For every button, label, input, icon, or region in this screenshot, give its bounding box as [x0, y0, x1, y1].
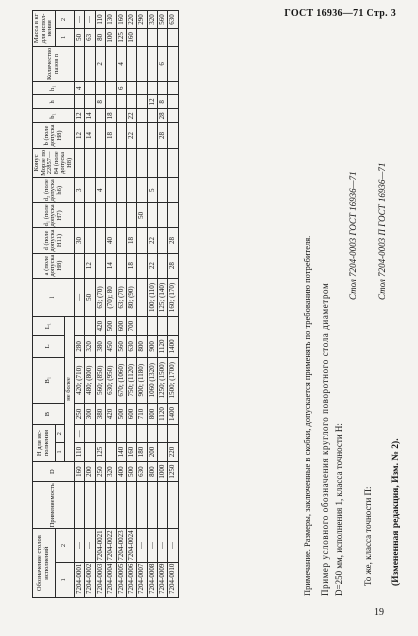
cell-n: [168, 46, 178, 81]
cell-L: 1400: [168, 336, 178, 358]
cell-m1: 63: [85, 28, 95, 46]
cell-H2: [85, 425, 95, 443]
cell-D: 320: [106, 461, 116, 481]
th-L1: L₁: [33, 317, 65, 336]
cell-D: 1000: [157, 461, 167, 481]
cell-b: [116, 123, 126, 148]
cell-B: 250: [75, 403, 85, 425]
cell-applicability: [168, 482, 178, 529]
cell-a: [137, 253, 147, 278]
cell-B: 380: [95, 403, 105, 425]
th-d: d (поле допуска H11): [33, 228, 75, 253]
th-h1: h₁: [33, 82, 75, 95]
table-row: [106, 11, 116, 598]
cell-B1: 630; (950): [106, 357, 116, 403]
th-H2: 2: [55, 425, 65, 443]
cell-D: 200: [85, 461, 95, 481]
cell-b1: [137, 109, 147, 123]
table-row: [95, 11, 105, 598]
cell-n: 4: [116, 46, 126, 81]
cell-a: 14: [106, 253, 116, 278]
cell-d: 22: [147, 228, 157, 253]
cell-H2: —: [75, 425, 85, 443]
cell-b: 22: [126, 123, 136, 148]
cell-b: [147, 123, 157, 148]
cell-n: [126, 46, 136, 81]
cell-d2: [116, 178, 126, 203]
table-row: [75, 11, 85, 598]
th-L: L: [33, 336, 65, 358]
cell-b1: 28: [157, 109, 167, 123]
cell-B: 800: [147, 403, 157, 425]
cell-H2: [168, 425, 178, 443]
cell-L1: [147, 317, 157, 336]
cell-H2: [106, 425, 116, 443]
cell-h1: [147, 82, 157, 95]
th-col2: 2: [55, 529, 75, 562]
cell-cone: [168, 148, 178, 178]
cell-D: 800: [147, 461, 157, 481]
cell-b1: 18: [106, 109, 116, 123]
cell-m2: 560: [157, 11, 167, 29]
cell-m1: [137, 28, 147, 46]
cell-m1: [157, 28, 167, 46]
cell-H2: [137, 425, 147, 443]
page-header: ГОСТ 16936—71 Стр. 3: [284, 8, 396, 19]
cell-m2: 220: [126, 11, 136, 29]
cell-n: 6: [157, 46, 167, 81]
th-B1: B₁: [33, 357, 65, 403]
cell-L1: 420: [95, 317, 105, 336]
cell-l: 160; (170): [168, 278, 178, 316]
cell-d: [157, 228, 167, 253]
cell-applicability: [75, 482, 85, 529]
cell-d1: [75, 203, 85, 228]
cell-applicability: [106, 482, 116, 529]
cell-designation-2: 7204-0024: [126, 530, 135, 561]
cell-H1: [85, 443, 95, 462]
cell-d: [137, 228, 147, 253]
cell-m1: 50: [75, 28, 85, 46]
cell-L: 280: [75, 336, 85, 358]
cell-L: 630: [126, 336, 136, 358]
cell-b: [95, 123, 105, 148]
cell-H1: [106, 443, 116, 462]
cell-m1: 160: [126, 28, 136, 46]
cell-L: 900: [147, 336, 157, 358]
cell-d: [85, 228, 95, 253]
cell-applicability: [126, 482, 136, 529]
cell-d2: [168, 178, 178, 203]
cell-H2: [95, 425, 105, 443]
cell-designation-1: 7204-0006: [126, 562, 136, 597]
cell-m2: —: [75, 11, 85, 29]
th-mass-2: 2: [55, 11, 75, 29]
th-col1: 1: [55, 562, 75, 597]
cell-d1: 50: [137, 203, 147, 228]
cell-L1: [137, 317, 147, 336]
cell-l: (70); 80: [106, 278, 116, 316]
cell-L: 1120: [157, 336, 167, 358]
cell-cone: [85, 148, 95, 178]
cell-h: [126, 95, 136, 109]
cell-H1: 140: [116, 443, 126, 462]
cell-cone: [75, 148, 85, 178]
cell-d2: 3: [75, 178, 85, 203]
cell-l: [137, 278, 147, 316]
th-B: B: [33, 403, 65, 425]
cell-d1: [95, 203, 105, 228]
cell-L1: [157, 317, 167, 336]
cell-designation-1: 7204-0008: [147, 562, 157, 597]
cell-l: 125; (140): [157, 278, 167, 316]
cell-D: 1250: [168, 461, 178, 481]
cell-m2: 290: [137, 11, 147, 29]
cell-h: 8: [95, 95, 105, 109]
cell-a: [116, 253, 126, 278]
cell-B: 600: [126, 403, 136, 425]
cell-applicability: [137, 482, 147, 529]
cell-designation-2: —: [168, 529, 178, 562]
cell-b1: [116, 109, 126, 123]
cell-H2: [116, 425, 126, 443]
cell-applicability: [147, 482, 157, 529]
cell-B1: 480; (800): [85, 357, 95, 403]
cell-B1: 1060 (1320): [147, 357, 157, 403]
th-d1: d₁ (поле допуска H7): [33, 203, 75, 228]
cell-l: 80; (90): [126, 278, 136, 316]
cell-designation-2: 7204-0022: [106, 530, 115, 561]
cell-d: [116, 228, 126, 253]
cell-D: 400: [116, 461, 126, 481]
cell-h1: [126, 82, 136, 95]
cell-h: [75, 95, 85, 109]
cell-L1: 600: [116, 317, 126, 336]
cell-l: 100; (110): [147, 278, 157, 316]
cell-h1: [157, 82, 167, 95]
spec-table: [32, 10, 179, 598]
cell-cone: [126, 148, 136, 178]
cell-b1: [168, 109, 178, 123]
rotated-content: [30, 10, 410, 600]
table-row: [147, 11, 157, 598]
cell-d1: [85, 203, 95, 228]
cell-L: 380: [95, 336, 105, 358]
cell-designation-1: 7204-0007: [137, 562, 147, 597]
cell-designation-1: 7204-0010: [168, 562, 178, 597]
cell-d: [95, 228, 105, 253]
cell-H2: [126, 425, 136, 443]
cell-n: 2: [95, 46, 105, 81]
cell-designation-2: —: [75, 529, 85, 562]
cell-m1: 80: [95, 28, 105, 46]
cell-designation-2: —: [157, 529, 167, 562]
cell-d2: [126, 178, 136, 203]
cell-m2: 320: [147, 11, 157, 29]
table-row: [85, 11, 95, 598]
cell-a: [95, 253, 105, 278]
cell-D: 630: [137, 461, 147, 481]
cell-b: 14: [85, 123, 95, 148]
cell-h: [106, 95, 116, 109]
cell-d1: [168, 203, 178, 228]
designation-example-1: Стол 7204-0003 ГОСТ 16936—71: [348, 171, 358, 300]
cell-L1: 500: [106, 317, 116, 336]
table-row: [126, 11, 136, 598]
cell-d1: [106, 203, 116, 228]
cell-designation-1: 7204-0001: [75, 562, 85, 597]
cell-H1: 110: [75, 443, 85, 462]
table-row: [168, 11, 178, 598]
cell-B: 1120: [157, 403, 167, 425]
cell-L1: [75, 317, 85, 336]
cell-cone: [137, 148, 147, 178]
table-row: [116, 11, 126, 598]
cell-h: 12: [147, 95, 157, 109]
cell-a: 18: [126, 253, 136, 278]
cell-L: 450: [106, 336, 116, 358]
cell-n: [106, 46, 116, 81]
cell-m2: 130: [106, 11, 116, 29]
cell-h: [85, 95, 95, 109]
cell-b: 28: [157, 123, 167, 148]
cell-h: 8: [157, 95, 167, 109]
cell-h1: 6: [116, 82, 126, 95]
cell-a: [75, 253, 85, 278]
cell-B1: 1250; (1500): [157, 357, 167, 403]
cell-m2: 110: [95, 11, 105, 29]
cell-D: 160: [75, 461, 85, 481]
cell-d: 30: [75, 228, 85, 253]
cell-b1: 12: [75, 109, 85, 123]
cell-m2: 160: [116, 11, 126, 29]
cell-l: —: [75, 278, 85, 316]
cell-B: 710: [137, 403, 147, 425]
cell-designation-2: 7204-0023: [116, 530, 125, 561]
table-note: Примечание. Размеры, заключенные в скобки, допускается применять по требованию потребителя.: [302, 235, 312, 596]
cell-H2: [157, 425, 167, 443]
th-D: D: [33, 461, 75, 481]
cell-n: [85, 46, 95, 81]
cell-b1: 14: [85, 109, 95, 123]
cell-h: [137, 95, 147, 109]
cell-H1: 220: [168, 443, 178, 462]
cell-a: [157, 253, 167, 278]
th-d2: d₂ (поле допуска h6): [33, 178, 75, 203]
cell-designation-2: —: [147, 529, 157, 562]
cell-d: 28: [168, 228, 178, 253]
th-b1: b₁: [33, 109, 75, 123]
cell-m1: [147, 28, 157, 46]
cell-l: 63; (70): [116, 278, 126, 316]
cell-designation-2: —: [85, 529, 95, 562]
th-designation: Обозначение столов исполнений: [33, 529, 56, 598]
cell-d2: [106, 178, 116, 203]
cell-b1: 22: [126, 109, 136, 123]
same-class-text: То же, класса точности П:: [363, 486, 373, 586]
th-slots: Количество пазов n: [33, 46, 75, 81]
cell-L1: [85, 317, 95, 336]
cell-a: 12: [85, 253, 95, 278]
cell-cone: [147, 148, 157, 178]
cell-b: 18: [106, 123, 116, 148]
cell-a: 28: [168, 253, 178, 278]
cell-applicability: [116, 482, 126, 529]
cell-L1: 700: [126, 317, 136, 336]
cell-designation-1: 7204-0009: [157, 562, 167, 597]
th-b: b (поле допуска H8): [33, 123, 75, 148]
cell-L: 800: [137, 336, 147, 358]
th-mass: Масса в кг для испол-нения: [33, 11, 56, 47]
cell-B1: 670; (1060): [116, 357, 126, 403]
cell-h1: [106, 82, 116, 95]
cell-applicability: [85, 482, 95, 529]
cell-d2: [137, 178, 147, 203]
cell-m2: 630: [168, 11, 178, 29]
cell-cone: [157, 148, 167, 178]
cell-h1: [85, 82, 95, 95]
th-applicability: Применяемость: [33, 482, 75, 529]
th-h: h: [33, 95, 75, 109]
cell-L: 560: [116, 336, 126, 358]
designation-example-2: Стол 7204-0003 П ГОСТ 16936—71: [377, 162, 387, 300]
th-mass-1: 1: [55, 28, 75, 46]
cell-designation-1: 7204-0004: [106, 562, 116, 597]
cell-l: 63; (70): [95, 278, 105, 316]
cell-L: 320: [85, 336, 95, 358]
cell-B: 1400: [168, 403, 178, 425]
cell-n: [75, 46, 85, 81]
cell-n: [147, 46, 157, 81]
cell-cone: [106, 148, 116, 178]
cell-designation-1: 7204-0002: [85, 562, 95, 597]
example-title: Пример условного обозначения круглого поворотного стола диаметром: [320, 282, 330, 596]
cell-B1: 560; (850): [95, 357, 105, 403]
cell-b1: [147, 109, 157, 123]
th-cone: Конус Морзе по 22857—84 (поле допуска H8): [33, 148, 75, 178]
cell-D: 250: [95, 461, 105, 481]
cell-designation-2: 7204-0021: [95, 530, 104, 561]
cell-cone: [116, 148, 126, 178]
cell-designation-1: 7204-0003: [95, 562, 105, 597]
cell-designation-1: 7204-0005: [116, 562, 126, 597]
cell-H1: 160: [126, 443, 136, 462]
cell-d2: 5: [147, 178, 157, 203]
cell-B: 500: [116, 403, 126, 425]
table-row: [137, 11, 147, 598]
cell-m1: 125: [116, 28, 126, 46]
cell-D: 500: [126, 461, 136, 481]
cell-B: 420: [106, 403, 116, 425]
cell-m1: 100: [106, 28, 116, 46]
cell-d2: [85, 178, 95, 203]
cell-B1: 420; (710): [75, 357, 85, 403]
cell-n: [137, 46, 147, 81]
cell-d1: [126, 203, 136, 228]
cell-d2: [157, 178, 167, 203]
cell-d1: [157, 203, 167, 228]
cell-b: 12: [75, 123, 85, 148]
example-line-2: D=250 мм, исполнения 1, класса точности Н:: [334, 423, 344, 596]
revision-note: (Измененная редакция, Изм. № 2).: [391, 438, 401, 586]
th-H1: 1: [55, 443, 65, 462]
cell-applicability: [157, 482, 167, 529]
cell-d: 18: [126, 228, 136, 253]
cell-b1: [95, 109, 105, 123]
cell-B1: 750; (1120): [126, 357, 136, 403]
th-H-group: H для ис-полнения: [33, 425, 56, 462]
cell-d2: 4: [95, 178, 105, 203]
cell-d1: [147, 203, 157, 228]
cell-H1: 125: [95, 443, 105, 462]
cell-h1: 4: [75, 82, 85, 95]
cell-m2: —: [85, 11, 95, 29]
cell-H2: [147, 425, 157, 443]
cell-b: [168, 123, 178, 148]
cell-B1: 1500; (1700): [168, 357, 178, 403]
cell-h1: [168, 82, 178, 95]
cell-d1: [116, 203, 126, 228]
cell-cone: [95, 148, 105, 178]
cell-h: [116, 95, 126, 109]
th-l: l: [33, 278, 75, 316]
table-row: [157, 11, 167, 598]
th-a: a (поле допуска H8): [33, 253, 75, 278]
cell-applicability: [95, 482, 105, 529]
cell-H1: [157, 443, 167, 462]
cell-H1: 200: [147, 443, 157, 462]
cell-B1: 900; (1180): [137, 357, 147, 403]
cell-m1: [168, 28, 178, 46]
cell-h: [168, 95, 178, 109]
th-not-more: не более: [65, 317, 75, 462]
cell-designation-2: —: [137, 529, 147, 562]
cell-l: 50: [85, 278, 95, 316]
cell-d: 40: [106, 228, 116, 253]
cell-h1: [137, 82, 147, 95]
cell-B: 300: [85, 403, 95, 425]
cell-b: [137, 123, 147, 148]
cell-H1: 180: [137, 443, 147, 462]
cell-a: 22: [147, 253, 157, 278]
cell-h1: [95, 82, 105, 95]
page-number: 19: [374, 607, 384, 618]
cell-L1: [168, 317, 178, 336]
